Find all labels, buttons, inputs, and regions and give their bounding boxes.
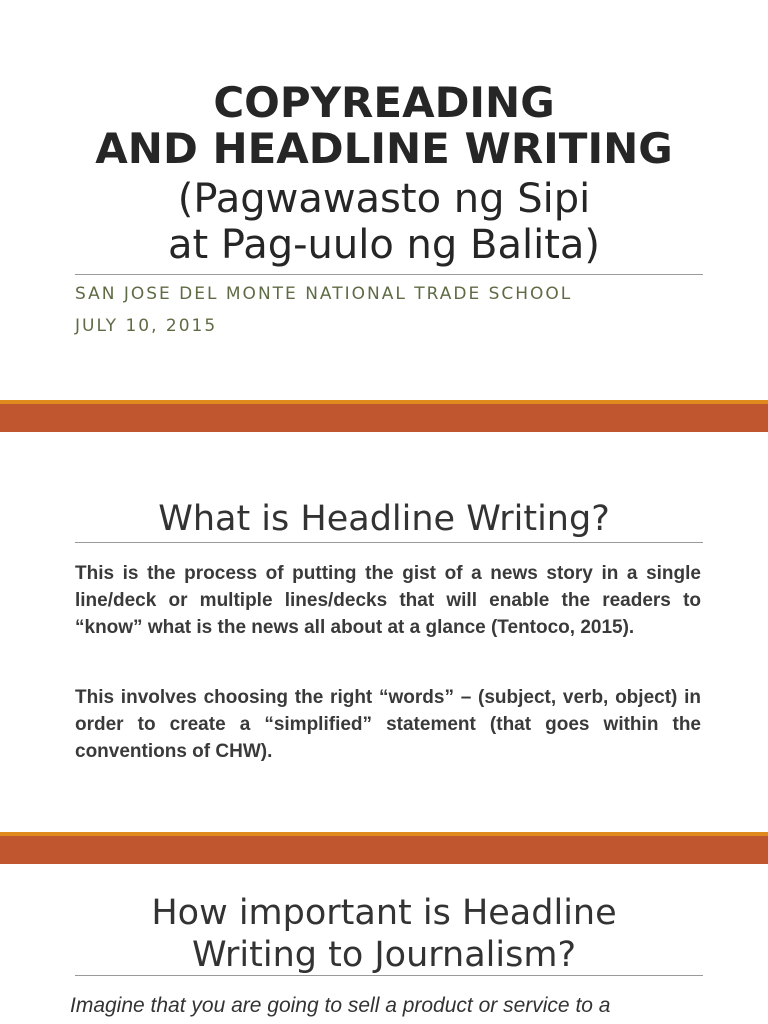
presentation-date: JULY 10, 2015	[75, 316, 218, 336]
slide-heading	[0, 892, 768, 976]
slide-divider	[0, 832, 768, 864]
title-line-2: AND HEADLINE WRITING	[95, 124, 673, 173]
imagine-paragraph: Imagine that you are going to sell a product or service to a	[70, 994, 611, 1017]
school-name: SAN JOSE DEL MONTE NATIONAL TRADE SCHOOL	[75, 284, 573, 304]
translation-line-1: (Pagwawasto ng Sipi	[177, 176, 591, 222]
title-line-1: COPYREADING	[213, 78, 555, 127]
heading-line-2: Writing to Journalism?	[191, 935, 577, 975]
slide-divider	[0, 400, 768, 432]
heading-line-1: How important is Headline	[151, 893, 617, 933]
title-rule	[75, 274, 703, 275]
slide-title-translation	[0, 176, 768, 268]
definition-paragraph: This is the process of putting the gist of a news story in a single line/deck or multiple lines/decks that will enable the readers to “know” what is the news all about at a glance (Tentoco, 2015).	[75, 563, 701, 638]
title-slide	[0, 0, 768, 400]
importance-slide	[0, 864, 768, 1024]
slide-title	[0, 80, 768, 172]
heading-rule	[75, 542, 703, 543]
slide-heading: What is Headline Writing?	[158, 499, 610, 539]
involves-paragraph: This involves choosing the right “words” – (subject, verb, object) in order to create a “simplified” statement (that goes within the conventions of CHW).	[75, 687, 701, 762]
translation-line-2: at Pag-uulo ng Balita)	[167, 222, 600, 268]
heading-rule	[75, 975, 703, 976]
definition-slide	[0, 432, 768, 832]
